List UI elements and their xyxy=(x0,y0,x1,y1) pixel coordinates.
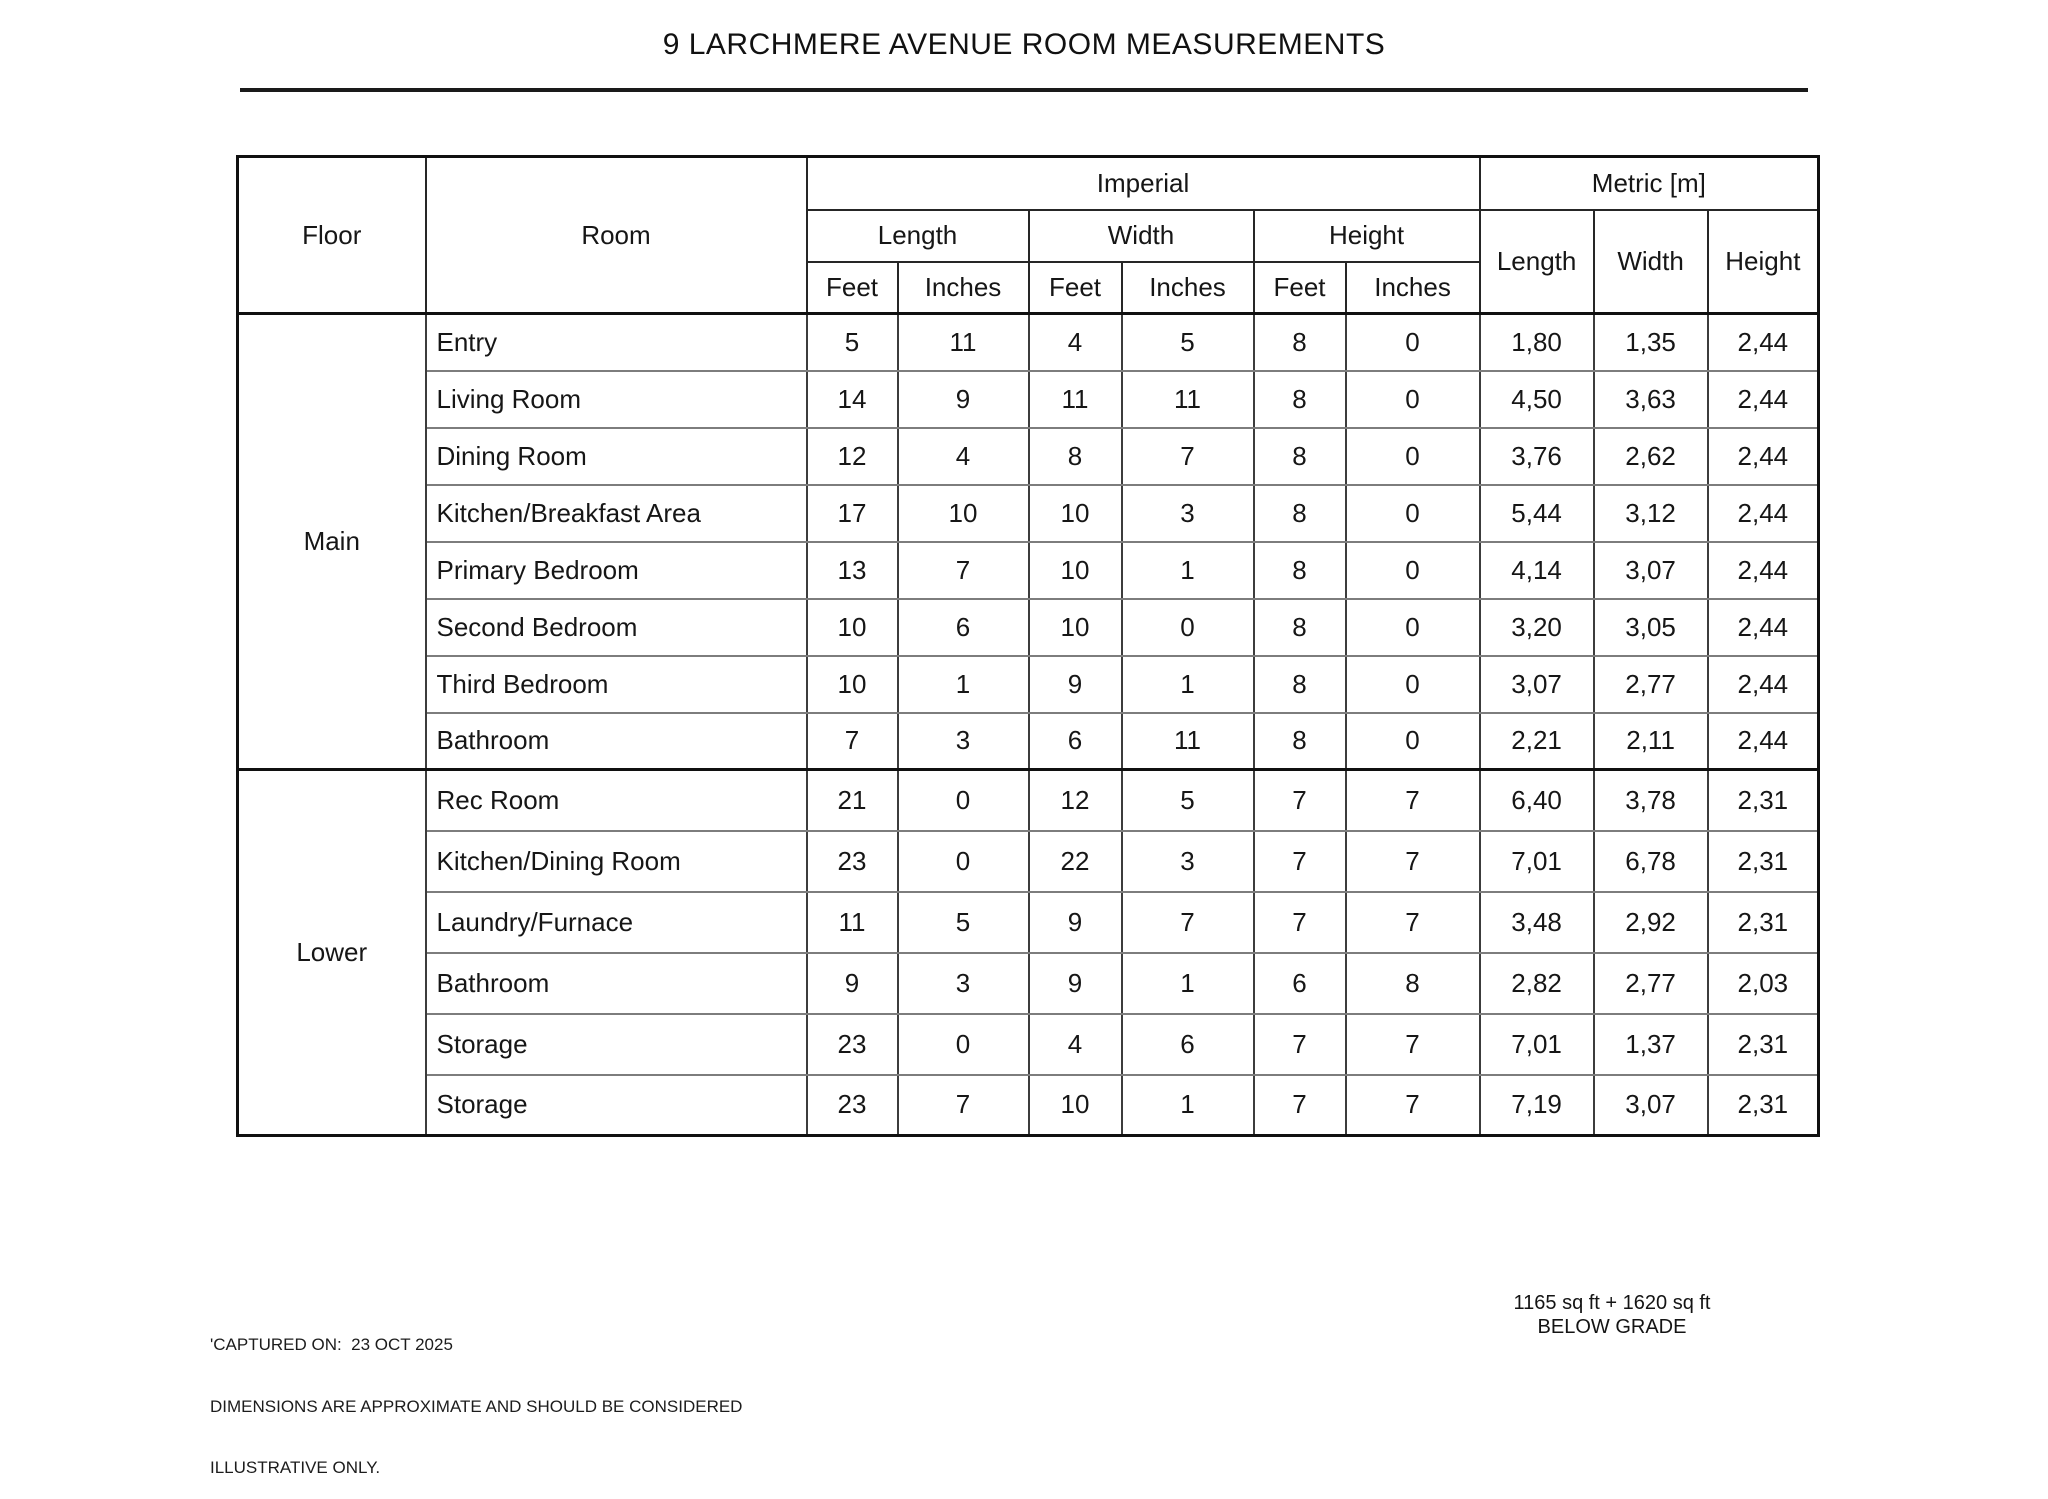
value-cell: 3,48 xyxy=(1480,892,1594,953)
value-cell: 2,44 xyxy=(1708,656,1819,713)
floor-label-main: Main xyxy=(238,314,426,770)
room-cell: Storage xyxy=(426,1075,807,1136)
value-cell: 7 xyxy=(1346,770,1480,831)
area-summary xyxy=(1452,1292,1772,1339)
value-cell: 5 xyxy=(1122,314,1254,371)
value-cell: 6 xyxy=(1029,713,1122,770)
value-cell: 10 xyxy=(898,485,1029,542)
value-cell: 0 xyxy=(898,1014,1029,1075)
header-length-inches: Inches xyxy=(898,262,1029,314)
value-cell: 7 xyxy=(1346,892,1480,953)
room-cell: Second Bedroom xyxy=(426,599,807,656)
room-measurements-table xyxy=(236,155,1820,1137)
value-cell: 12 xyxy=(807,428,898,485)
header-floor: Floor xyxy=(238,157,426,314)
room-cell: Entry xyxy=(426,314,807,371)
table-row xyxy=(238,371,1819,428)
value-cell: 2,11 xyxy=(1594,713,1708,770)
value-cell: 13 xyxy=(807,542,898,599)
value-cell: 4 xyxy=(1029,314,1122,371)
value-cell: 2,44 xyxy=(1708,314,1819,371)
value-cell: 2,77 xyxy=(1594,656,1708,713)
room-cell: Storage xyxy=(426,1014,807,1075)
value-cell: 7 xyxy=(807,713,898,770)
value-cell: 0 xyxy=(1346,599,1480,656)
header-width-feet: Feet xyxy=(1029,262,1122,314)
header-imperial-length: Length xyxy=(807,210,1029,262)
value-cell: 8 xyxy=(1254,542,1346,599)
header-metric-height: Height xyxy=(1708,210,1819,314)
value-cell: 0 xyxy=(898,831,1029,892)
value-cell: 3 xyxy=(1122,485,1254,542)
table-row xyxy=(238,713,1819,770)
table-row xyxy=(238,428,1819,485)
value-cell: 9 xyxy=(1029,892,1122,953)
table-row xyxy=(238,953,1819,1014)
value-cell: 6,40 xyxy=(1480,770,1594,831)
table-row xyxy=(238,314,1819,371)
header-row-groups xyxy=(238,157,1819,210)
value-cell: 4,14 xyxy=(1480,542,1594,599)
room-cell: Kitchen/Dining Room xyxy=(426,831,807,892)
value-cell: 3 xyxy=(898,713,1029,770)
value-cell: 5 xyxy=(898,892,1029,953)
table-row xyxy=(238,770,1819,831)
value-cell: 7 xyxy=(1346,1075,1480,1136)
value-cell: 3,07 xyxy=(1594,542,1708,599)
value-cell: 9 xyxy=(898,371,1029,428)
header-metric-length: Length xyxy=(1480,210,1594,314)
value-cell: 8 xyxy=(1254,656,1346,713)
header-width-inches: Inches xyxy=(1122,262,1254,314)
value-cell: 0 xyxy=(1122,599,1254,656)
room-cell: Primary Bedroom xyxy=(426,542,807,599)
value-cell: 17 xyxy=(807,485,898,542)
value-cell: 7 xyxy=(1254,770,1346,831)
table-row xyxy=(238,542,1819,599)
header-imperial-width: Width xyxy=(1029,210,1254,262)
table-row xyxy=(238,1075,1819,1136)
value-cell: 10 xyxy=(807,656,898,713)
value-cell: 0 xyxy=(1346,428,1480,485)
value-cell: 8 xyxy=(1254,314,1346,371)
value-cell: 8 xyxy=(1254,428,1346,485)
value-cell: 0 xyxy=(1346,314,1480,371)
value-cell: 3,12 xyxy=(1594,485,1708,542)
value-cell: 2,62 xyxy=(1594,428,1708,485)
value-cell: 23 xyxy=(807,1075,898,1136)
header-height-inches: Inches xyxy=(1346,262,1480,314)
disclaimer-line-2: ILLUSTRATIVE ONLY. xyxy=(210,1458,381,1477)
value-cell: 3,78 xyxy=(1594,770,1708,831)
value-cell: 2,92 xyxy=(1594,892,1708,953)
room-cell: Living Room xyxy=(426,371,807,428)
value-cell: 9 xyxy=(1029,953,1122,1014)
value-cell: 11 xyxy=(1122,713,1254,770)
value-cell: 6 xyxy=(1254,953,1346,1014)
value-cell: 2,82 xyxy=(1480,953,1594,1014)
value-cell: 4 xyxy=(1029,1014,1122,1075)
value-cell: 2,31 xyxy=(1708,892,1819,953)
value-cell: 9 xyxy=(807,953,898,1014)
value-cell: 22 xyxy=(1029,831,1122,892)
value-cell: 8 xyxy=(1254,485,1346,542)
table-row xyxy=(238,485,1819,542)
value-cell: 3,07 xyxy=(1594,1075,1708,1136)
value-cell: 2,44 xyxy=(1708,485,1819,542)
value-cell: 6 xyxy=(1122,1014,1254,1075)
value-cell: 2,31 xyxy=(1708,1075,1819,1136)
value-cell: 10 xyxy=(807,599,898,656)
value-cell: 3,63 xyxy=(1594,371,1708,428)
value-cell: 0 xyxy=(1346,542,1480,599)
room-cell: Kitchen/Breakfast Area xyxy=(426,485,807,542)
page-title: 9 LARCHMERE AVENUE ROOM MEASUREMENTS xyxy=(662,28,1386,61)
value-cell: 2,31 xyxy=(1708,831,1819,892)
value-cell: 3,20 xyxy=(1480,599,1594,656)
value-cell: 1,80 xyxy=(1480,314,1594,371)
table-row xyxy=(238,892,1819,953)
value-cell: 10 xyxy=(1029,542,1122,599)
value-cell: 6,78 xyxy=(1594,831,1708,892)
room-cell: Third Bedroom xyxy=(426,656,807,713)
header-imperial-height: Height xyxy=(1254,210,1480,262)
value-cell: 11 xyxy=(1029,371,1122,428)
value-cell: 7,19 xyxy=(1480,1075,1594,1136)
value-cell: 2,44 xyxy=(1708,599,1819,656)
header-length-feet: Feet xyxy=(807,262,898,314)
value-cell: 0 xyxy=(1346,656,1480,713)
value-cell: 7 xyxy=(898,542,1029,599)
value-cell: 9 xyxy=(1029,656,1122,713)
value-cell: 6 xyxy=(898,599,1029,656)
value-cell: 7 xyxy=(1122,892,1254,953)
value-cell: 8 xyxy=(1029,428,1122,485)
table-row xyxy=(238,656,1819,713)
title-underline xyxy=(240,88,1808,92)
area-summary-line-1: 1165 sq ft + 1620 sq ft xyxy=(1513,1292,1711,1314)
value-cell: 1,35 xyxy=(1594,314,1708,371)
value-cell: 11 xyxy=(1122,371,1254,428)
room-cell: Bathroom xyxy=(426,713,807,770)
table-row xyxy=(238,831,1819,892)
value-cell: 23 xyxy=(807,831,898,892)
value-cell: 3 xyxy=(898,953,1029,1014)
value-cell: 2,03 xyxy=(1708,953,1819,1014)
value-cell: 5,44 xyxy=(1480,485,1594,542)
value-cell: 10 xyxy=(1029,485,1122,542)
value-cell: 7 xyxy=(1254,831,1346,892)
value-cell: 5 xyxy=(1122,770,1254,831)
room-cell: Dining Room xyxy=(426,428,807,485)
value-cell: 8 xyxy=(1254,371,1346,428)
value-cell: 14 xyxy=(807,371,898,428)
value-cell: 8 xyxy=(1254,599,1346,656)
value-cell: 1,37 xyxy=(1594,1014,1708,1075)
value-cell: 2,44 xyxy=(1708,371,1819,428)
captured-on-text: 'CAPTURED ON: 23 OCT 2025 xyxy=(210,1335,453,1354)
value-cell: 1 xyxy=(1122,953,1254,1014)
value-cell: 7 xyxy=(1346,831,1480,892)
value-cell: 7,01 xyxy=(1480,831,1594,892)
header-room: Room xyxy=(426,157,807,314)
value-cell: 5 xyxy=(807,314,898,371)
table-row xyxy=(238,1014,1819,1075)
table-row xyxy=(238,599,1819,656)
value-cell: 7 xyxy=(898,1075,1029,1136)
value-cell: 11 xyxy=(807,892,898,953)
value-cell: 2,44 xyxy=(1708,542,1819,599)
value-cell: 2,44 xyxy=(1708,428,1819,485)
value-cell: 7 xyxy=(1254,1075,1346,1136)
value-cell: 7,01 xyxy=(1480,1014,1594,1075)
header-metric-width: Width xyxy=(1594,210,1708,314)
value-cell: 1 xyxy=(898,656,1029,713)
value-cell: 4 xyxy=(898,428,1029,485)
value-cell: 3,05 xyxy=(1594,599,1708,656)
value-cell: 2,77 xyxy=(1594,953,1708,1014)
value-cell: 10 xyxy=(1029,1075,1122,1136)
header-height-feet: Feet xyxy=(1254,262,1346,314)
value-cell: 7 xyxy=(1122,428,1254,485)
value-cell: 3,76 xyxy=(1480,428,1594,485)
value-cell: 10 xyxy=(1029,599,1122,656)
value-cell: 0 xyxy=(1346,713,1480,770)
value-cell: 2,31 xyxy=(1708,770,1819,831)
value-cell: 7 xyxy=(1254,1014,1346,1075)
value-cell: 8 xyxy=(1254,713,1346,770)
value-cell: 1 xyxy=(1122,542,1254,599)
footer-notes xyxy=(210,1294,742,1499)
value-cell: 1 xyxy=(1122,1075,1254,1136)
value-cell: 7 xyxy=(1254,892,1346,953)
room-cell: Laundry/Furnace xyxy=(426,892,807,953)
header-metric-group: Metric [m] xyxy=(1480,157,1819,210)
value-cell: 1 xyxy=(1122,656,1254,713)
value-cell: 2,31 xyxy=(1708,1014,1819,1075)
room-cell: Bathroom xyxy=(426,953,807,1014)
value-cell: 8 xyxy=(1346,953,1480,1014)
floor-label-lower: Lower xyxy=(238,770,426,1136)
value-cell: 21 xyxy=(807,770,898,831)
disclaimer-line-1: DIMENSIONS ARE APPROXIMATE AND SHOULD BE CONSIDERED xyxy=(210,1396,743,1416)
value-cell: 11 xyxy=(898,314,1029,371)
value-cell: 0 xyxy=(1346,371,1480,428)
value-cell: 12 xyxy=(1029,770,1122,831)
room-cell: Rec Room xyxy=(426,770,807,831)
value-cell: 23 xyxy=(807,1014,898,1075)
value-cell: 2,21 xyxy=(1480,713,1594,770)
header-imperial-group: Imperial xyxy=(807,157,1480,210)
value-cell: 3,07 xyxy=(1480,656,1594,713)
value-cell: 0 xyxy=(1346,485,1480,542)
value-cell: 3 xyxy=(1122,831,1254,892)
area-summary-line-2: BELOW GRADE xyxy=(1537,1315,1687,1338)
value-cell: 2,44 xyxy=(1708,713,1819,770)
value-cell: 7 xyxy=(1346,1014,1480,1075)
value-cell: 0 xyxy=(898,770,1029,831)
value-cell: 4,50 xyxy=(1480,371,1594,428)
